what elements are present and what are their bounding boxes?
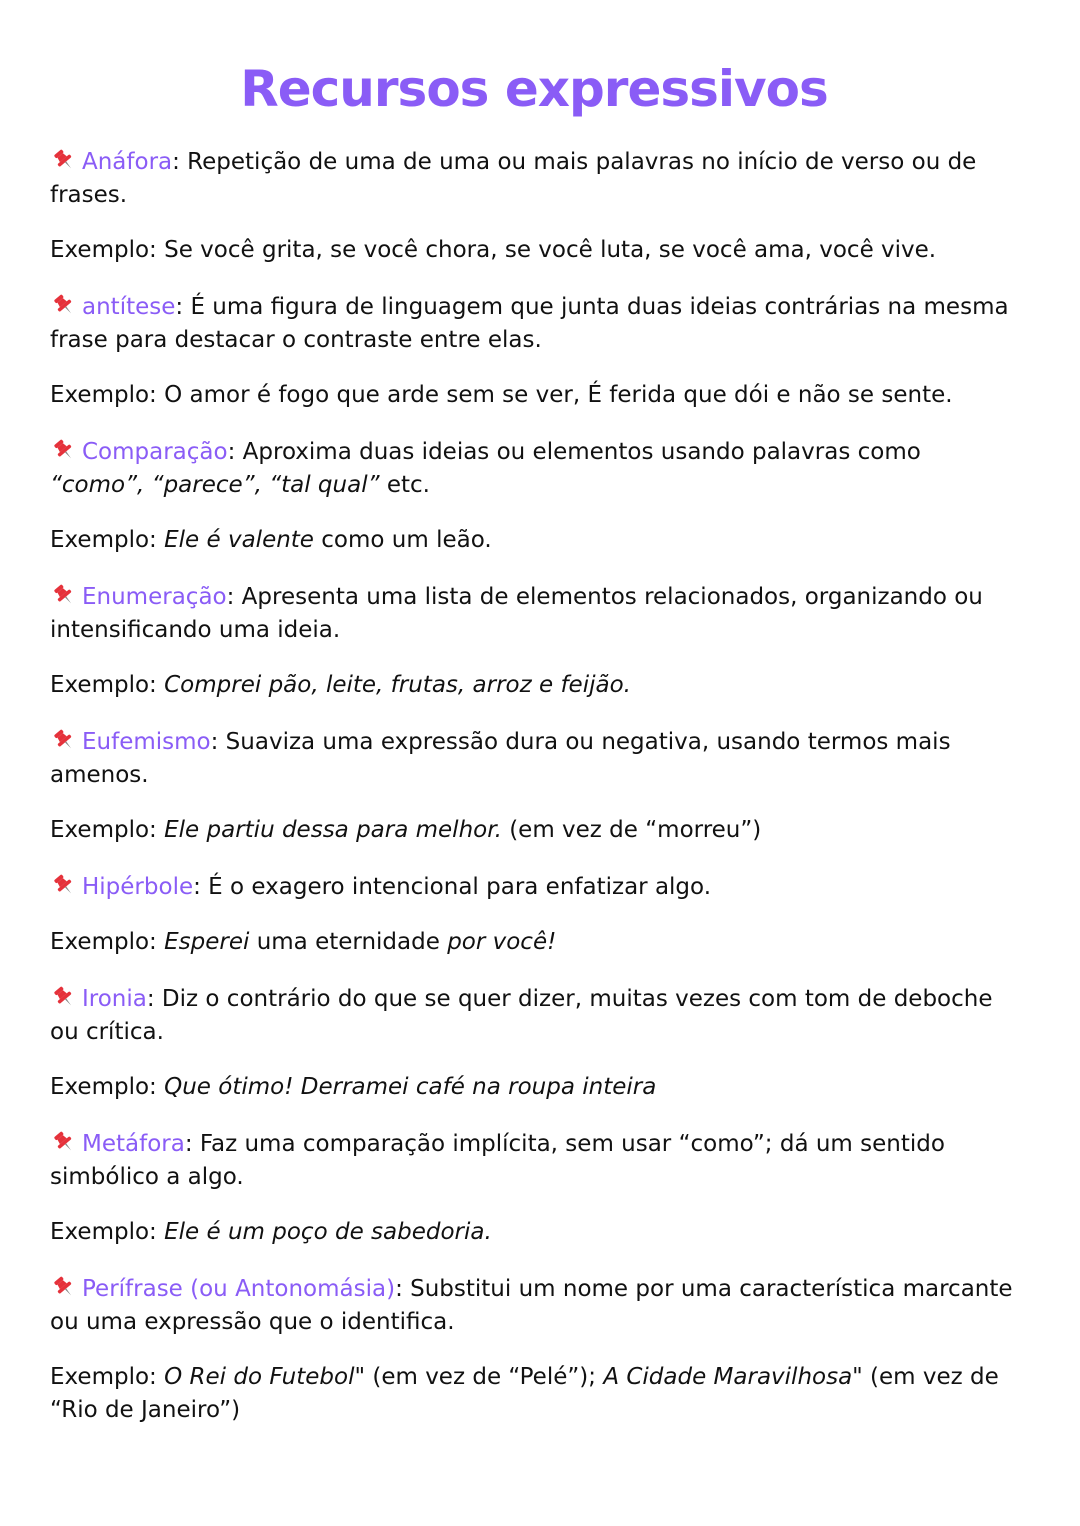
example-text-part: Ele partiu dessa para melhor. [164,817,502,843]
entry-definition-text: : Aproxima duas ideias ou elementos usando palavras como [227,439,921,465]
example-text [164,527,492,553]
entry [50,1273,1018,1427]
example-text-part: uma eternidade [249,929,448,955]
entry-definition [50,436,1018,502]
entry-term: Hipérbole [82,874,194,900]
example-text-part: Ele é valente [164,527,314,553]
entry-example [50,379,1018,412]
pushpin-icon [50,1275,78,1299]
example-label: Exemplo: [50,527,165,553]
entry-example [50,524,1018,557]
entry-example [50,234,1018,267]
example-text-part: Se você grita, se você chora, se você luta, se você ama, você vive. [164,237,937,263]
example-label: Exemplo: [50,1364,165,1390]
entry-term: antítese [82,294,176,320]
entry-term: Ironia [82,986,147,1012]
entry-definition-text: : Apresenta uma lista de elementos relacionados, organizando ou intensificando uma ideia. [50,584,983,643]
entry-definition [50,871,1018,904]
entry-term: Enumeração [82,584,227,610]
pushpin-icon [50,728,78,752]
entry-definition [50,1128,1018,1194]
entry-definition [50,581,1018,647]
pushpin-icon [50,873,78,897]
entry [50,871,1018,959]
entry-definition-text: : É uma figura de linguagem que junta duas ideias contrárias na mesma frase para destacar o contraste entre elas. [50,294,1009,353]
entry [50,1128,1018,1249]
example-text-part: O Rei do Futebol [164,1364,355,1390]
example-label: Exemplo: [50,672,165,698]
entry [50,291,1018,412]
entry-term: Eufemismo [82,729,211,755]
entry [50,146,1018,267]
pushpin-icon [50,583,78,607]
entry-definition [50,291,1018,357]
entry-example [50,926,1018,959]
entry-definition [50,1273,1018,1339]
page-title: Recursos expressivos [240,60,828,118]
entry-definition-text: : Suaviza uma expressão dura ou negativa, usando termos mais amenos. [50,729,951,788]
entry-definition [50,726,1018,792]
entry-term: Comparação [82,439,228,465]
example-text-part: " (em vez de “Pelé”); [354,1364,604,1390]
entries-list [50,146,1018,1427]
example-label: Exemplo: [50,1074,165,1100]
example-text-part: O amor é fogo que arde sem se ver, É ferida que dói e não se sente. [164,382,953,408]
pushpin-icon [50,148,78,172]
entry-definition-text: : Diz o contrário do que se quer dizer, muitas vezes com tom de deboche ou crítica. [50,986,993,1045]
entry [50,436,1018,557]
entry [50,581,1018,702]
example-label: Exemplo: [50,382,165,408]
example-text [164,1219,492,1245]
example-text-part: A Cidade Maravilhosa [603,1364,853,1390]
entry-example [50,1361,1018,1427]
example-text [164,929,556,955]
example-text [164,817,761,843]
example-label: Exemplo: [50,1219,165,1245]
entry-example [50,814,1018,847]
entry-term: Perífrase (ou Antonomásia) [82,1276,396,1302]
example-label: Exemplo: [50,817,165,843]
example-label: Exemplo: [50,929,165,955]
pushpin-icon [50,293,78,317]
entry-definition-text: : Substitui um nome por uma característica marcante ou uma expressão que o identifica. [50,1276,1013,1335]
entry-definition [50,983,1018,1049]
entry-term: Anáfora [82,149,173,175]
example-text-part: por você! [447,929,557,955]
entry-example [50,669,1018,702]
entry [50,983,1018,1104]
example-text-part: Ele é um poço de sabedoria. [164,1219,492,1245]
example-text-part: " (em vez de “Rio de Janeiro”) [50,1364,999,1423]
entry-definition-text: : Faz uma comparação implícita, sem usar “como”; dá um sentido simbólico a algo. [50,1131,945,1190]
entry-term: Metáfora [82,1131,185,1157]
entry-definition-text: : É o exagero intencional para enfatizar algo. [193,874,712,900]
entry-example [50,1071,1018,1104]
example-text [164,1074,656,1100]
pushpin-icon [50,985,78,1009]
pushpin-icon [50,1130,78,1154]
example-text [164,672,631,698]
example-text-part: Que ótimo! Derramei café na roupa inteira [164,1074,657,1100]
example-text-part: Comprei pão, leite, frutas, arroz e feijão. [164,672,631,698]
entry-definition-italic: “como”, “parece”, “tal qual” [50,472,380,498]
entry-definition-end: etc. [379,472,430,498]
example-label: Exemplo: [50,237,165,263]
entry-example [50,1216,1018,1249]
entry-definition [50,146,1018,212]
example-text-part: (em vez de “morreu”) [501,817,762,843]
example-text-part: Esperei [164,929,250,955]
example-text [164,382,952,408]
example-text [50,1364,999,1423]
entry [50,726,1018,847]
entry-definition-text: : Repetição de uma de uma ou mais palavras no início de verso ou de frases. [50,149,977,208]
example-text-part: como um leão. [313,527,492,553]
pushpin-icon [50,438,78,462]
example-text [164,237,936,263]
